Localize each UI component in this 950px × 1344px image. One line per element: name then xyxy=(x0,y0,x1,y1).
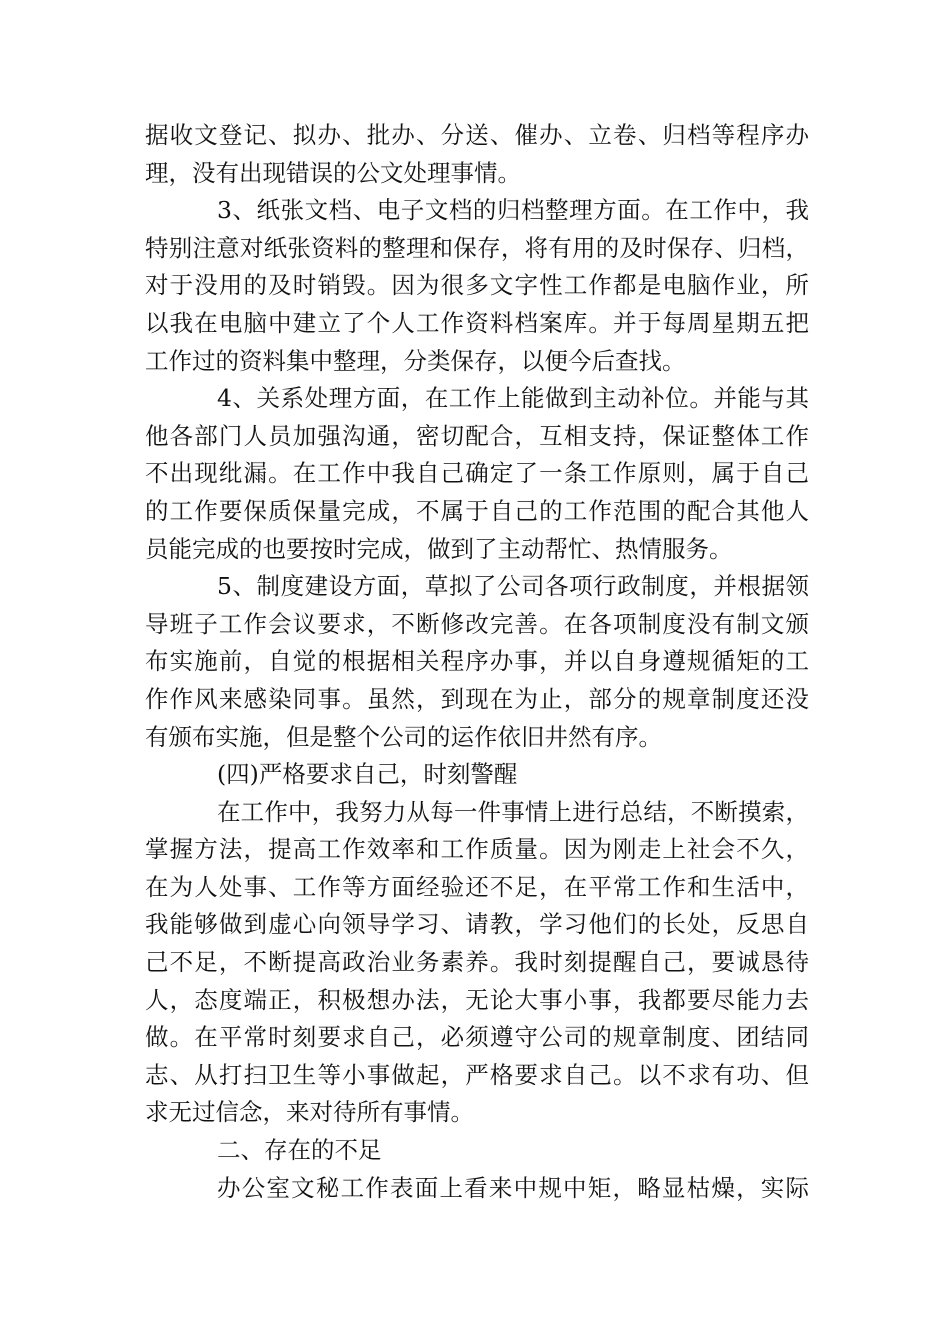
text-line: 员能完成的也要按时完成，做到了主动帮忙、热情服务。 xyxy=(145,534,733,563)
text-line: 他各部门人员加强沟通，密切配合，互相支持，保证整体工作 xyxy=(145,421,809,450)
text-line: 二、存在的不足 xyxy=(217,1136,382,1165)
text-line: 理，没有出现错误的公文处理事情。 xyxy=(145,158,521,187)
text-line: 做。在平常时刻要求自己，必须遵守公司的规章制度、团结同 xyxy=(145,1023,809,1052)
text-line: 4、关系处理方面，在工作上能做到主动补位。并能与其 xyxy=(217,384,809,413)
text-line: 办公室文秘工作表面上看来中规中矩，略显枯燥，实际 xyxy=(217,1173,809,1202)
text-line: 导班子工作会议要求，不断修改完善。在各项制度没有制文颁 xyxy=(145,609,809,638)
text-line: 我能够做到虚心向领导学习、请教，学习他们的长处，反思自 xyxy=(145,910,809,939)
text-line: 不出现纰漏。在工作中我自己确定了一条工作原则，属于自己 xyxy=(145,459,809,488)
text-line: (四)严格要求自己，时刻警醒 xyxy=(217,760,518,789)
text-line: 特别注意对纸张资料的整理和保存，将有用的及时保存、归档， xyxy=(145,233,809,262)
text-line: 对于没用的及时销毁。因为很多文字性工作都是电脑作业，所 xyxy=(145,271,809,300)
text-line: 己不足，不断提高政治业务素养。我时刻提醒自己，要诚恳待 xyxy=(145,948,809,977)
text-line: 求无过信念，来对待所有事情。 xyxy=(145,1098,474,1127)
text-line: 3、纸张文档、电子文档的归档整理方面。在工作中，我 xyxy=(217,196,809,225)
text-line: 人，态度端正，积极想办法，无论大事小事，我都要尽能力去 xyxy=(145,985,809,1014)
text-line: 志、从打扫卫生等小事做起，严格要求自己。以不求有功、但 xyxy=(145,1060,809,1089)
text-line: 掌握方法，提高工作效率和工作质量。因为刚走上社会不久， xyxy=(145,835,809,864)
text-line: 有颁布实施，但是整个公司的运作依旧井然有序。 xyxy=(145,722,662,751)
text-line: 在工作中，我努力从每一件事情上进行总结，不断摸索， xyxy=(217,797,809,826)
text-line: 布实施前，自觉的根据相关程序办事，并以自身遵规循矩的工 xyxy=(145,647,809,676)
text-line: 工作过的资料集中整理，分类保存，以便今后查找。 xyxy=(145,346,686,375)
text-line: 5、制度建设方面，草拟了公司各项行政制度，并根据领 xyxy=(217,572,809,601)
text-line: 据收文登记、拟办、批办、分送、催办、立卷、归档等程序办 xyxy=(145,121,809,149)
text-line: 在为人处事、工作等方面经验还不足，在平常工作和生活中， xyxy=(145,872,809,901)
text-line: 的工作要保质保量完成，不属于自己的工作范围的配合其他人 xyxy=(145,496,809,525)
text-line: 作作风来感染同事。虽然，到现在为止，部分的规章制度还没 xyxy=(145,684,809,713)
text-line: 以我在电脑中建立了个人工作资料档案库。并于每周星期五把 xyxy=(145,308,809,337)
body-text xyxy=(145,117,809,1207)
